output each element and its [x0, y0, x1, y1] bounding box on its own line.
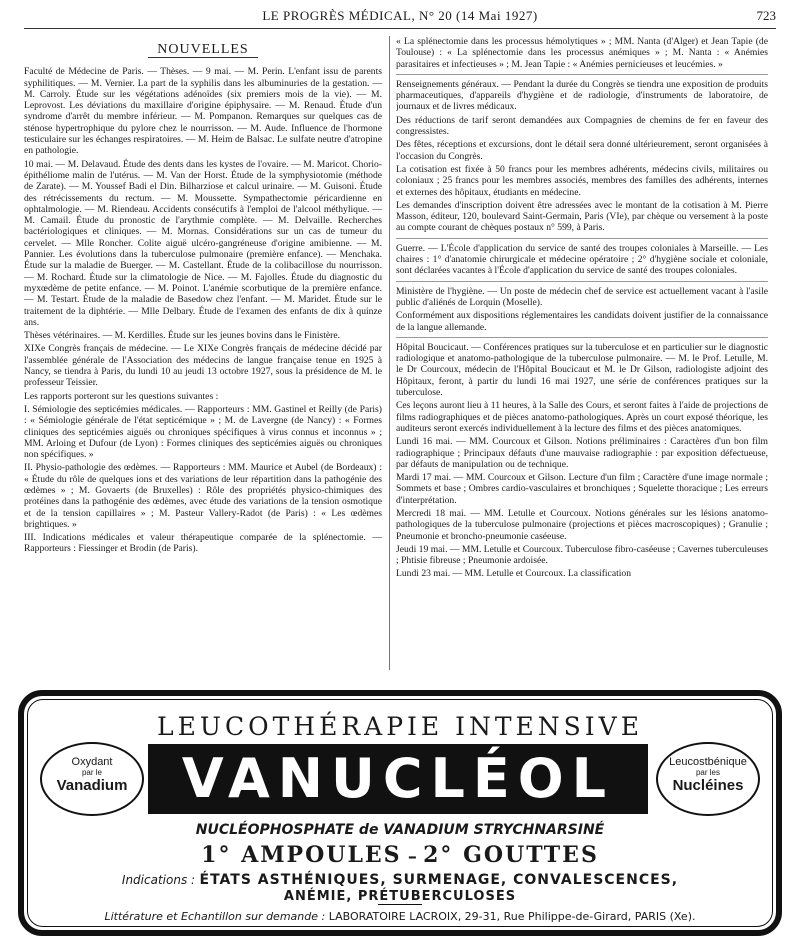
running-header: [24, 8, 776, 30]
paragraph-rapport-3: III. Indications médicales et valeur thérapeutique comparée de la splénectomie. — Rapporteurs : Fiessinger et Brodin (de Paris).: [24, 532, 382, 555]
paragraph-cotisation: La cotisation est fixée à 50 francs pour les membres adhérents, médecins civils, militaires ou coloniaux ; 25 francs pour les membres associés, membres des familles des adhérents, internes et externes des hôpitaux, étudiants en médecine.: [396, 163, 768, 198]
ad-indications-line-1: ÉTATS ASTHÉNIQUES, SURMENAGE, CONVALESCENCES,: [199, 872, 679, 888]
right-oval-line-2: par les: [695, 768, 720, 777]
ad-brand-name: VANUCLÉOL: [148, 744, 648, 814]
ad-left-oval: [40, 742, 144, 816]
paragraph-theses-veterinaires: Thèses vétérinaires. — M. Kerdilles. Étude sur les jeunes bovins dans le Finistère.: [24, 330, 340, 342]
paragraph-jeudi-19: Jeudi 19 mai. — MM. Letulle et Courcoux. Tuberculose fibro-caséeuse ; Cavernes tuberculeuses ; Phtisie fibreuse ; Pneumonie ardoisée.: [396, 543, 768, 567]
paragraph-renseignements: Renseignements généraux. — Pendant la durée du Congrès se tiendra une exposition de produits pharmaceutiques, d'appareils d'hygiène et de radiologie, d'instruments de laboratoire, de journaux et de livres médicaux.: [396, 78, 768, 113]
paragraph-mercredi-18: Mercredi 18 mai. — MM. Letulle et Courcoux. Notions générales sur les lésions anatomo-pathologiques de la tuberculose pulmonaire (projections et pièces macroscopiques) ; Granulie ; Pneumonie et broncho-pneumonie caséeuse.: [396, 507, 768, 542]
ad-subtitle: NUCLÉOPHOSPHATE de VANADIUM STRYCHNARSINÉ: [195, 822, 605, 838]
paragraph-rapport-1: I. Sémiologie des septicémies médicales. — Rapporteurs : MM. Gastinel et Reilly (de Paris) : « Sémiologie générale de l'état septicémique » ; M. de Lavergne (de Nancy) : « Formes cliniques des septicémies aiguës ou chroniques spécifiques à virus connus et inconnus » ; MM. Arloing et Dufour (de Lyon) : Formes cliniques des septicémies aiguës ou chroniques non spécifiques. »: [24, 403, 382, 461]
ad-indications-line-2: ANÉMIE, PRÉTUBERCULOSES: [283, 889, 517, 904]
right-oval-line-3: Nucléines: [672, 777, 744, 794]
left-oval-line-2: par le: [81, 768, 102, 777]
ad-form-separator: –: [401, 846, 424, 867]
journal-title: LE PROGRÈS MÉDICAL, N° 20 (14 Mai 1927): [262, 8, 538, 23]
ad-indications-label: Indications :: [121, 873, 196, 887]
page-number: 723: [756, 8, 776, 23]
left-column: [24, 36, 382, 670]
left-oval-line-1: Oxydant: [71, 756, 113, 768]
ad-form-gouttes: 2° GOUTTES: [423, 842, 599, 868]
paragraph-congres: XIXe Congrès français de médecine. — Le XIXe Congrès français de médecine décidé par l'assemblée générale de l'Association des médecins de langue française tenue en 1925 à Nancy, se tiendra à Paris, du lundi 10 au jeudi 13 octobre 1927, sous la présidence de M. le professeur Teissier.: [24, 343, 382, 389]
left-oval-line-3: Vanadium: [56, 777, 128, 794]
ad-indications: [18, 872, 782, 888]
section-title: NOUVELLES: [157, 42, 249, 57]
paragraph-lundi-23: Lundi 23 mai. — MM. Letulle et Courcoux. La classification: [396, 568, 631, 580]
ad-literature-label: Littérature et Echantillon sur demande :: [104, 910, 326, 923]
separator: [396, 337, 768, 338]
paragraph-boucicaut: Hôpital Boucicaut. — Conférences pratiques sur la tuberculose et en particulier sur le diagnostic radiologique et anatomo-pathologique de la tuberculose pulmonaire. — M. le Prof. Letulle, M. le Dr Courcoux, médecin de l'Hôpital Boucicaut et M. le Dr Gilson, radiologiste adjoint des Hôpitaux, feront, à partir du lundi 16 mai 1927, une série de conférences pratiques sur la tuberculose.: [396, 341, 768, 399]
paragraph-mardi-17: Mardi 17 mai. — MM. Courcoux et Gilson. Lecture d'un film ; Caractère d'une image normale ; Sommets et base ; Ombres cardio-vasculaires et bronchiques ; Squelette thoracique ; Les erreurs d'interprétation.: [396, 472, 768, 506]
ad-laboratory: LABORATOIRE LACROIX, 29-31, Rue Philippe-de-Girard, PARIS (Xe).: [328, 910, 696, 923]
paragraph-splenectomie: « La splénectomie dans les processus hémolytiques » ; MM. Nanta (d'Alger) et Jean Tapie (de Toulouse) : « La splénectomie dans les processus anémiques » ; M. Nanta : « Anémies parasitaires et infectieuses » ; M. Jean Tapie : « Anémies pernicieuses et leucémies. »: [396, 36, 768, 70]
separator: [396, 281, 768, 282]
right-column: [396, 36, 768, 670]
paragraph-rapport-2: II. Physio-pathologie des œdèmes. — Rapporteurs : MM. Maurice et Aubel (de Bordeaux) : « Étude du rôle de quelques ions et des variations de leur répartition dans la pathogénie des œdèmes » ; M. Govaerts (de Bruxelles) : Rôle des propriétés physico-chimiques des protéines dans la pathogénie des œdèmes, avec étude des variations de la tension osmotique et de la tension capillaires » ; M. Pasteur Vallery-Radot (de Paris) : « Les œdèmes brightiques. »: [24, 462, 382, 530]
ad-ornament-rule: [378, 904, 422, 905]
paragraph-fetes: Des fêtes, réceptions et excursions, dont le détail sera donné ultérieurement, seront organisées à l'occasion du Congrès.: [396, 139, 768, 162]
advertisement: [18, 690, 782, 936]
paragraph-10-mai: 10 mai. — M. Delavaud. Étude des dents dans les kystes de l'ovaire. — M. Maricot. Chorio-épithéliome malin de l'utérus. — M. Van der Horst. Étude de la symphysiotomie (méthode de Zarate). — M. Youssef Badi el Din. Bilharziose et calcul urinaire. — M. Guisoni. Étude des rétrécissements du rectum. — M. Moussette. Sympathectomie péricardienne en ophtalmologie. — M. Riendeau. Accidents consécutifs à l'emploi de l'alcool méthylique. — M. Camail. Étude du pronostic de l'arythmie complète. — M. Delvaille. Recherches bactériologiques et cliniques. — M. Mornas. Considérations sur un cas de tumeur du cervelet. — Mlle Roncher. Colite aiguë ulcéro-gangréneuse d'origine amibienne. — M. Pannier. Les évolutions dans la tuberculose pulmonaire (première enfance). — Menchaka. Étude sur la maladie de Buerger. — M. Castellant. Étude de la colibacillose du nourrisson. — M. Rochard. Étude sur la climatologie de Nice. — M. Fajolles. Étude du diagnostic du myxœdème de petite enfance. — M. Poinot. L'anémie scorbutique de la première enfance. — M. Testart. Étude de la maladie de Basedow chez l'enfant. — M. Maridet. Étude sur le traitement de la diphtérie. — Mlle Delbary. Étude de l'examen des enfants de dix à quinze ans.: [24, 158, 382, 328]
paragraph-inscription: Les demandes d'inscription doivent être adressées avec le montant de la cotisation à M. Pierre Masson, éditeur, 120, boulevard Saint-Germain, Paris (VIe), par chèque ou versement à la poste au compte courant de chèques postaux n° 599, à Paris.: [396, 199, 768, 234]
paragraph-reductions: Des réductions de tarif seront demandées aux Compagnies de chemins de fer en faveur des congressistes.: [396, 114, 768, 138]
column-divider: [389, 36, 390, 670]
header-rule: [24, 28, 776, 29]
paragraph-rapports: Les rapports porteront sur les questions suivantes :: [24, 390, 219, 402]
ad-form-ampoules: 1° AMPOULES: [201, 842, 402, 868]
paragraph-guerre: Guerre. — L'École d'application du service de santé des troupes coloniales à Marseille. — Les chaires : 1° d'anatomie chirurgicale et médecine opératoire ; 2° d'hygiène sociale et coloniale, sont déclarées vacantes à l'École d'application du service de santé des troupes coloniales.: [396, 242, 768, 277]
section-title-underline: [148, 57, 258, 58]
paragraph-lecons: Ces leçons auront lieu à 11 heures, à la Salle des Cours, et seront faites à l'aide de projections de films radiographiques et de pièces anatomo-pathologiques. Après un court exposé théorique, les auditeurs seront exercés individuellement à la lecture des films et des pièces anatomiques.: [396, 400, 768, 434]
paragraph-faculte: Faculté de Médecine de Paris. — Thèses. — 9 mai. — M. Perin. L'enfant issu de parents syphilitiques. — M. Vernier. La part de la syphilis dans les albuminuries de la gestation. — M. Carroly. Étude sur les végétations adénoïdes (six premiers mois de la vie). — M. Leprovost. Les déviations du maxillaire d'origine épiphysaire. — M. Renaud. Étude d'un syndrome d'arrêt du membre inférieur. — M. Pompanon. Remarques sur quelques cas de sténose hypertrophique du pylore chez le nourrisson. — M. Aude. Influence de l'hormone testiculaire sur les échanges respiratoires. — M. Heim de Balsac. Le sulfate neutre d'atropine en pathologie.: [24, 66, 382, 157]
right-oval-line-1: Leucostbénique: [669, 756, 747, 768]
ad-headline: LEUCOTHÉRAPIE INTENSIVE: [157, 712, 643, 741]
ad-forms: [18, 842, 782, 868]
paragraph-conformement: Conformément aux dispositions réglementaires les candidats doivent justifier de la connaissance de la langue allemande.: [396, 310, 768, 333]
separator: [396, 238, 768, 239]
paragraph-ministere: Ministère de l'hygiène. — Un poste de médecin chef de service est actuellement vacant à l'asile public d'aliénés de Lorquin (Moselle).: [396, 285, 768, 308]
separator: [396, 74, 768, 75]
ad-footer: [18, 910, 782, 923]
ad-right-oval: [656, 742, 760, 816]
paragraph-lundi-16: Lundi 16 mai. — MM. Courcoux et Gilson. Notions préliminaires : Caractères d'un bon film radiographique ; Principaux défauts d'une mauvaise radiographie : par exposition défectueuse, par défauts de manipulation ou de technique.: [396, 436, 768, 470]
